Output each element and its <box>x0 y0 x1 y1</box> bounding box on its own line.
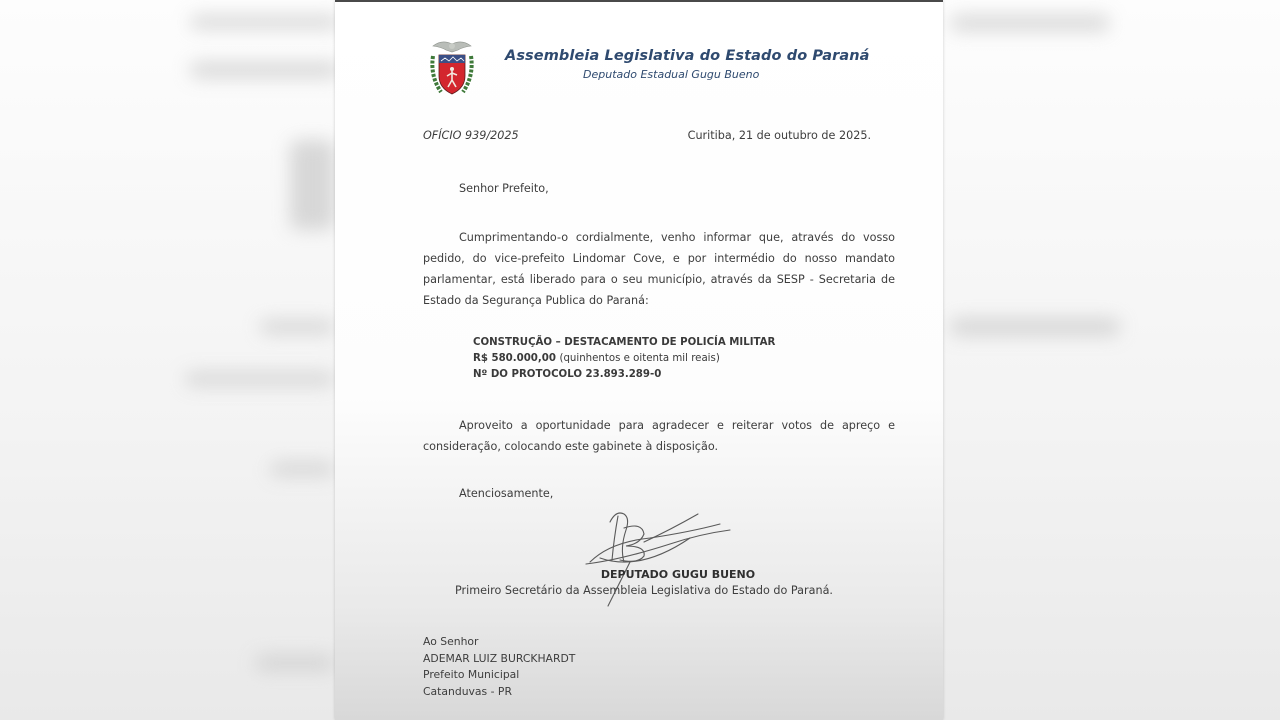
funding-amount-line <box>473 351 775 367</box>
letter-page <box>335 0 943 720</box>
letter-reference: OFÍCIO 939/2025 <box>423 129 519 142</box>
funding-highlight <box>473 335 775 383</box>
salutation: Senhor Prefeito, <box>459 182 549 195</box>
addressee-title: Prefeito Municipal <box>423 668 520 681</box>
deputy-subtitle: Deputado Estadual Gugu Bueno <box>583 68 760 81</box>
blurred-text-block <box>950 15 1110 31</box>
funding-amount: R$ 580.000,00 <box>473 353 556 364</box>
signer-name: DEPUTADO GUGU BUENO <box>600 568 756 581</box>
blurred-text-block <box>185 372 335 386</box>
body-paragraph-2: Aproveito a oportunidade para agradecer e reiterar votos de apreço e consideração, colocando este gabinete à disposição. <box>423 419 895 453</box>
addressee-name: ADEMAR LUIZ BURCKHARDT <box>423 651 576 665</box>
parana-coat-of-arms-icon <box>427 38 477 100</box>
blurred-text-block <box>260 320 335 334</box>
project-title: CONSTRUÇÃO – DESTACAMENTO DE POLICÍA MILITAR <box>473 337 776 348</box>
blurred-text-block <box>255 655 335 671</box>
addressee-greeting: Ao Senhor <box>423 635 479 648</box>
body-paragraph-1: Cumprimentando-o cordialmente, venho informar que, através do vosso pedido, do vice-prefeito Lindomar Cove, e por intermédio do nosso mandato parlamentar, está liberado para o seu município, através da SESP - Secretaria de Estado da Segurança Publica do Paraná: <box>423 231 895 307</box>
protocol-number: Nº DO PROTOCOLO 23.893.289-0 <box>473 369 662 380</box>
blurred-text-block <box>950 318 1120 336</box>
blurred-text-block <box>190 62 340 78</box>
blurred-text-block <box>270 462 335 476</box>
signer-role: Primeiro Secretário da Assembleia Legislativa do Estado do Paraná. <box>455 584 833 597</box>
closing: Atenciosamente, <box>459 487 554 500</box>
blurred-text-block <box>290 140 335 230</box>
funding-amount-words: (quinhentos e oitenta mil reais) <box>559 353 720 364</box>
addressee-location: Catanduvas - PR <box>423 684 512 698</box>
organization-name: Assembleia Legislativa do Estado do Paraná <box>505 48 870 64</box>
letter-date: Curitiba, 21 de outubro de 2025. <box>687 129 871 142</box>
addressee-block <box>423 634 575 700</box>
blurred-text-block <box>190 15 340 29</box>
